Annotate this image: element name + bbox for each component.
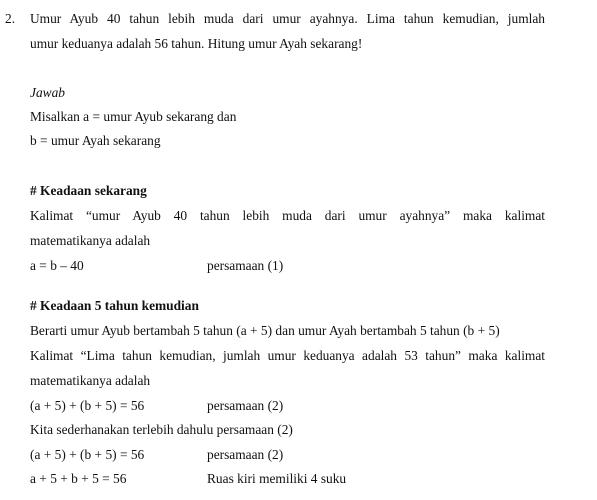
- answer-heading: Jawab: [30, 85, 65, 100]
- section-heading-current: # Keadaan sekarang: [30, 183, 147, 198]
- section1-text-1: Kalimat “umur Ayub 40 tahun lebih muda dari umur ayahnya” maka kalimat: [30, 208, 545, 223]
- equation-4-row: [30, 469, 545, 489]
- equation-3-row: [30, 445, 545, 465]
- equation-1: a = b – 40: [30, 258, 84, 273]
- section2-text-4: Kita sederhanakan terlebih dahulu persamaan (2): [30, 422, 293, 437]
- equation-2-row: [30, 396, 545, 416]
- problem-number: 2.: [5, 11, 16, 26]
- equation-1-note: persamaan (1): [207, 258, 284, 273]
- equation-2: (a + 5) + (b + 5) = 56: [30, 398, 145, 413]
- problem-line-2: umur keduanya adalah 56 tahun. Hitung umur Ayah sekarang!: [30, 36, 363, 51]
- section-heading-5-years: # Keadaan 5 tahun kemudian: [30, 298, 199, 313]
- section2-text-2: Kalimat “Lima tahun kemudian, jumlah umur keduanya adalah 53 tahun” maka kalimat: [30, 348, 545, 363]
- equation-2-note: persamaan (2): [207, 398, 284, 413]
- equation-3-note: persamaan (2): [207, 447, 284, 462]
- let-statement-2: b = umur Ayah sekarang: [30, 133, 161, 148]
- let-statement-1: Misalkan a = umur Ayub sekarang dan: [30, 109, 237, 124]
- section2-text-3: matematikanya adalah: [30, 373, 151, 388]
- equation-4-note: Ruas kiri memiliki 4 suku: [207, 471, 347, 486]
- equation-4: a + 5 + b + 5 = 56: [30, 471, 127, 486]
- section2-text-1: Berarti umur Ayub bertambah 5 tahun (a + 5) dan umur Ayah bertambah 5 tahun (b + 5): [30, 323, 500, 338]
- equation-1-row: [30, 256, 545, 276]
- problem-line-1: Umur Ayub 40 tahun lebih muda dari umur ayahnya. Lima tahun kemudian, jumlah: [30, 11, 545, 26]
- section1-text-2: matematikanya adalah: [30, 233, 151, 248]
- equation-3: (a + 5) + (b + 5) = 56: [30, 447, 145, 462]
